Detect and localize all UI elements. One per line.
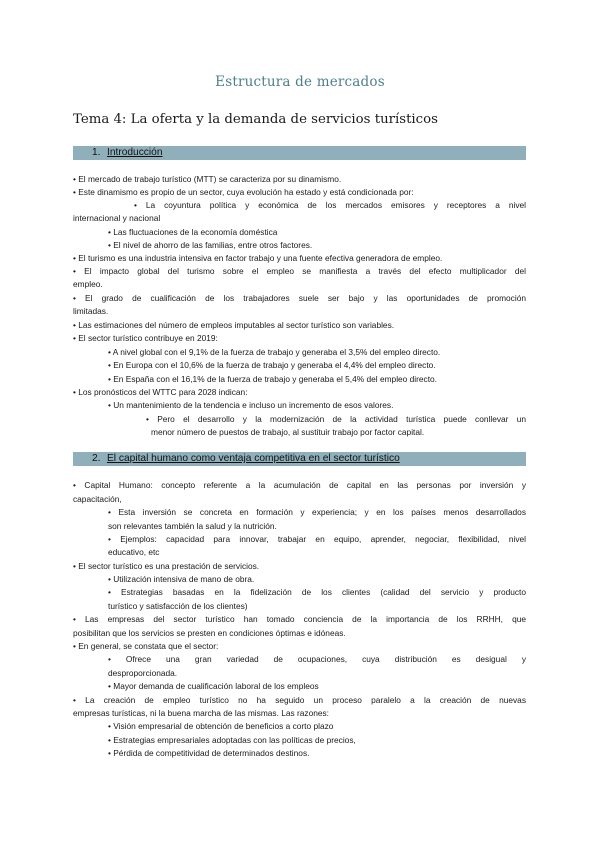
paragraph-line: • Estrategias empresariales adoptadas con las políticas de precios, — [108, 735, 356, 745]
paragraph-line: • El nivel de ahorro de las familias, entre otros factores. — [108, 240, 313, 250]
section-title: El capital humano como ventaja competitiva en el sector turístico — [107, 453, 400, 464]
paragraph-line: • A nivel global con el 9,1% de la fuerza de trabajo y generaba el 3,5% del empleo directo. — [108, 347, 441, 357]
section-heading-1 — [73, 146, 526, 160]
paragraph-line: internacional y nacional — [73, 213, 161, 223]
paragraph-line: • Estrategias basadas en la fidelización de los clientes (calidad del servicio y producto — [108, 587, 526, 597]
document-title: Estructura de mercados — [215, 74, 385, 90]
paragraph-line: menor número de puestos de trabajo, al sustituir trabajo por factor capital. — [151, 427, 425, 437]
paragraph-line: posibilitan que los servicios se presten en condiciones óptimas e idóneas. — [73, 628, 346, 638]
paragraph-line: • Mayor demanda de cualificación laboral de los empleos — [108, 681, 319, 691]
section-number: 2. — [92, 453, 101, 464]
paragraph-line: • Utilización intensiva de mano de obra. — [108, 574, 255, 584]
paragraph-line: capacitación, — [73, 494, 122, 504]
paragraph-line: desproporcionada. — [108, 668, 178, 678]
paragraph-line: • Ofrece una gran variedad de ocupaciones, cuya distribución es desigual y — [108, 654, 526, 664]
paragraph-line: • El sector turístico es una prestación de servicios. — [73, 561, 260, 571]
paragraph-line: empresas turísticas, ni la buena marcha de las mismas. Las razones: — [73, 708, 329, 718]
paragraph-line: • Un mantenimiento de la tendencia e incluso un incremento de esos valores. — [108, 400, 394, 410]
paragraph-line: • La coyuntura política y económica de los mercados emisores y receptores a nivel — [134, 200, 526, 210]
paragraph-line: • Visión empresarial de obtención de beneficios a corto plazo — [108, 721, 334, 731]
section-heading-2 — [73, 452, 526, 466]
paragraph-line: • Las empresas del sector turístico han tomado conciencia de la importancia de los RRHH, que — [73, 614, 526, 624]
paragraph-line: • El turismo es una industria intensiva en factor trabajo y una fuente efectiva generadora de empleo. — [73, 253, 443, 263]
paragraph-line: • Esta inversión se concreta en formación y experiencia; y en los países menos desarrollados — [108, 507, 526, 517]
paragraph-line: • Pero el desarrollo y la modernización de la actividad turística puede conllevar un — [146, 414, 526, 424]
paragraph-line: • El sector turístico contribuye en 2019: — [73, 333, 218, 343]
paragraph-line: • En general, se constata que el sector: — [73, 641, 219, 651]
section-number: 1. — [92, 147, 101, 158]
section-title: Introducción — [107, 147, 163, 158]
paragraph-line: • En España con el 16,1% de la fuerza de trabajo y generaba el 5,4% del empleo directo. — [108, 374, 438, 384]
paragraph-line: educativo, etc — [108, 547, 160, 557]
topic-title: Tema 4: La oferta y la demanda de servicios turísticos — [73, 112, 438, 127]
paragraph-line: • Este dinamismo es propio de un sector, cuya evolución ha estado y está condicionada por: — [73, 187, 414, 197]
paragraph-line: empleo. — [73, 279, 103, 289]
paragraph-line: • Pérdida de competitividad de determinados destinos. — [108, 748, 310, 758]
paragraph-line: • Las fluctuaciones de la economía doméstica — [108, 227, 278, 237]
paragraph-line: • Capital Humano: concepto referente a la acumulación de capital en las personas por inversión y — [73, 480, 526, 490]
paragraph-line: son relevantes también la salud y la nutrición. — [108, 521, 277, 531]
paragraph-line: • Ejemplos: capacidad para innovar, trabajar en equipo, aprender, negociar, flexibilidad, nivel — [108, 534, 526, 544]
paragraph-line: • En Europa con el 10,6% de la fuerza de trabajo y generaba el 4,4% del empleo directo. — [108, 360, 436, 370]
paragraph-line: • El grado de cualificación de los trabajadores suele ser bajo y las oportunidades de promoción — [73, 293, 526, 303]
paragraph-line: • Las estimaciones del número de empleos imputables al sector turístico son variables. — [73, 320, 395, 330]
paragraph-line: turístico y satisfacción de los clientes) — [108, 601, 248, 611]
paragraph-line: • El mercado de trabajo turístico (MTT) se caracteriza por su dinamismo. — [73, 174, 342, 184]
paragraph-line: • Los pronósticos del WTTC para 2028 indican: — [73, 387, 248, 397]
paragraph-line: • El impacto global del turismo sobre el empleo se manifiesta a través del efecto multiplicador del — [73, 266, 526, 276]
paragraph-line: limitadas. — [73, 306, 109, 316]
paragraph-line: • La creación de empleo turístico no ha seguido un proceso paralelo a la creación de nuevas — [73, 695, 526, 705]
